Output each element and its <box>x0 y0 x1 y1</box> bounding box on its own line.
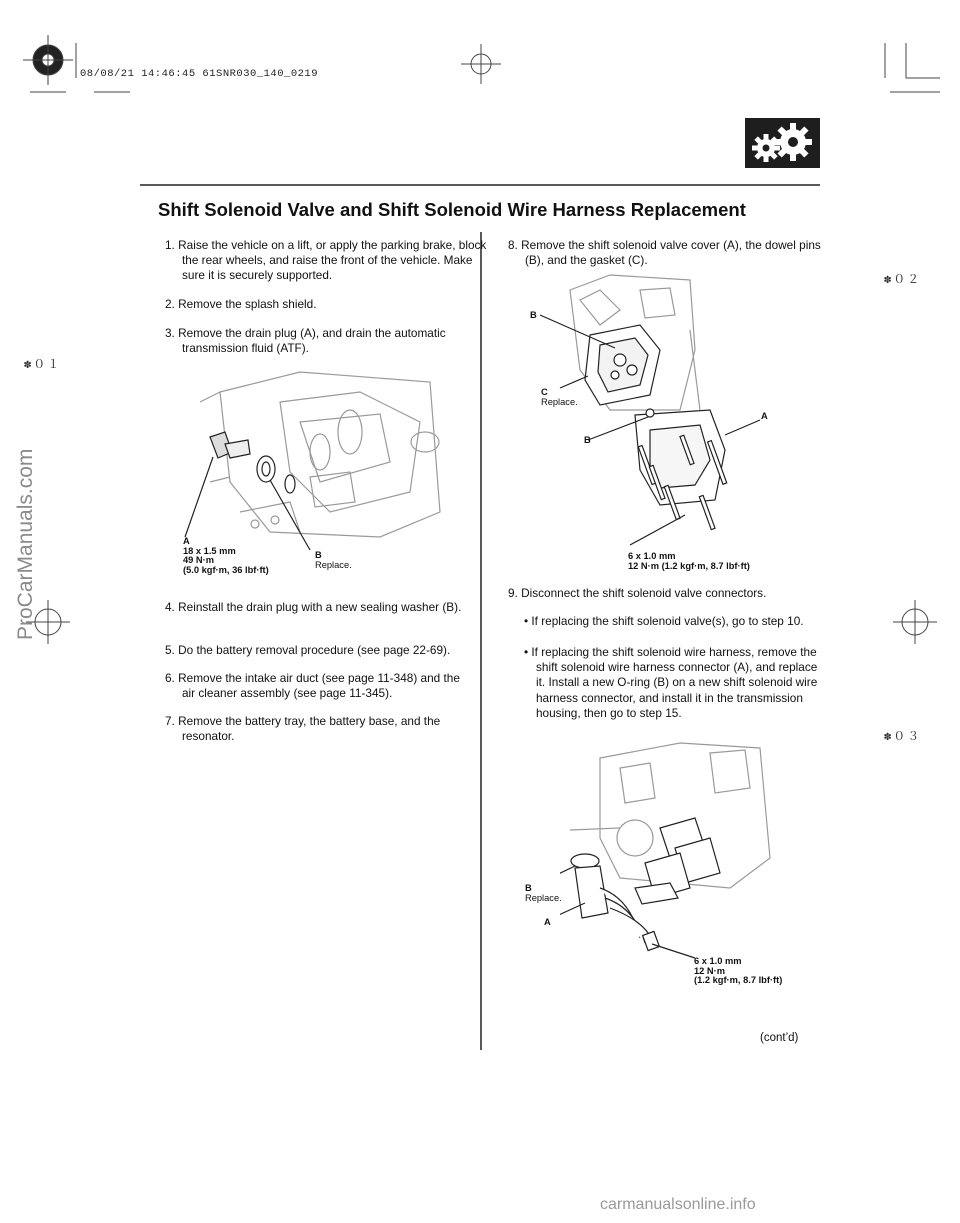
solenoid-cover-illustration <box>520 270 820 560</box>
marker-01: ✽０１ <box>24 358 62 372</box>
fig2-label-b1: B <box>530 310 537 320</box>
marker-03: ✽０３ <box>884 730 922 744</box>
fig3-spec-1: 6 x 1.0 mm <box>694 956 742 966</box>
bullet-2: • If replacing the shift solenoid wire harness, remove the shift solenoid wire harness connector (A), and replace it. Install a new O-ring (B) on a new shift solenoid wire harness connector, and install it in the transmission housing, then go to step 15. <box>524 645 818 720</box>
bullet-1: • If replacing the shift solenoid valve(s), go to step 10. <box>524 614 804 628</box>
fig1-spec-a2: 49 N·m <box>183 555 215 566</box>
fig2-callout-c <box>541 388 578 407</box>
fig1-spec-a1: 18 x 1.5 mm <box>183 545 236 556</box>
fig3-spec-2: 12 N·m <box>694 965 726 976</box>
fig2-callout-spec <box>628 552 750 571</box>
page-title: Shift Solenoid Valve and Shift Solenoid Wire Harness Replacement <box>158 199 746 220</box>
marker-02: ✽０２ <box>884 273 922 287</box>
step-9: 9. Disconnect the shift solenoid valve connectors. <box>508 586 767 600</box>
step-6: 6. Remove the intake air duct (see page 11-348) and the air cleaner assembly (see page 11-345). <box>165 671 460 701</box>
fig3-callout-spec <box>694 957 782 986</box>
fig3-callout-b <box>525 884 562 903</box>
fig1-label-b: B <box>315 550 322 560</box>
fig1-callout-b <box>315 551 352 570</box>
harness-connector-illustration <box>560 738 830 978</box>
fig3-spec-3: (1.2 kgf·m, 8.7 lbf·ft) <box>694 975 783 986</box>
step-7: 7. Remove the battery tray, the battery base, and the resonator. <box>165 714 441 744</box>
fig1-spec-a3: (5.0 kgf·m, 36 lbf·ft) <box>183 564 269 575</box>
fig3-label-a: A <box>544 917 551 927</box>
step-1: 1. Raise the vehicle on a lift, or apply the parking brake, block the rear wheels, and raise the front of the vehicle. Make sure it is securely supported. <box>165 238 487 283</box>
side-watermark: ProCarManuals.com <box>14 448 37 640</box>
fig2-spec-1: 6 x 1.0 mm <box>628 551 676 561</box>
step-5: 5. Do the battery removal procedure (see page 22-69). <box>165 643 451 657</box>
fig2-label-c: C <box>541 387 548 397</box>
print-timestamp: 08/08/21 14:46:45 61SNR030_140_0219 <box>80 68 319 80</box>
step-4: 4. Reinstall the drain plug with a new sealing washer (B). <box>165 600 462 614</box>
step-8: 8. Remove the shift solenoid valve cover (A), the dowel pins (B), and the gasket (C). <box>508 238 821 268</box>
bottom-watermark: carmanualsonline.info <box>600 1196 756 1213</box>
fig2-label-b2: B <box>584 435 591 445</box>
fig2-spec-2: 12 N·m (1.2 kgf·m, 8.7 lbf·ft) <box>628 560 750 571</box>
fig3-label-b: B <box>525 883 532 893</box>
fig1-label-a: A <box>183 536 190 546</box>
drain-plug-illustration <box>180 362 460 552</box>
step-2: 2. Remove the splash shield. <box>165 297 317 311</box>
fig1-note-b: Replace. <box>315 559 352 570</box>
fig3-note-b: Replace. <box>525 892 562 903</box>
fig2-label-a: A <box>761 411 768 421</box>
gears-icon <box>745 118 820 168</box>
fig1-callouts <box>183 537 269 575</box>
step-3: 3. Remove the drain plug (A), and drain the automatic transmission fluid (ATF). <box>165 326 446 356</box>
fig2-note-c: Replace. <box>541 396 578 407</box>
continued-note: (cont’d) <box>760 1032 799 1044</box>
